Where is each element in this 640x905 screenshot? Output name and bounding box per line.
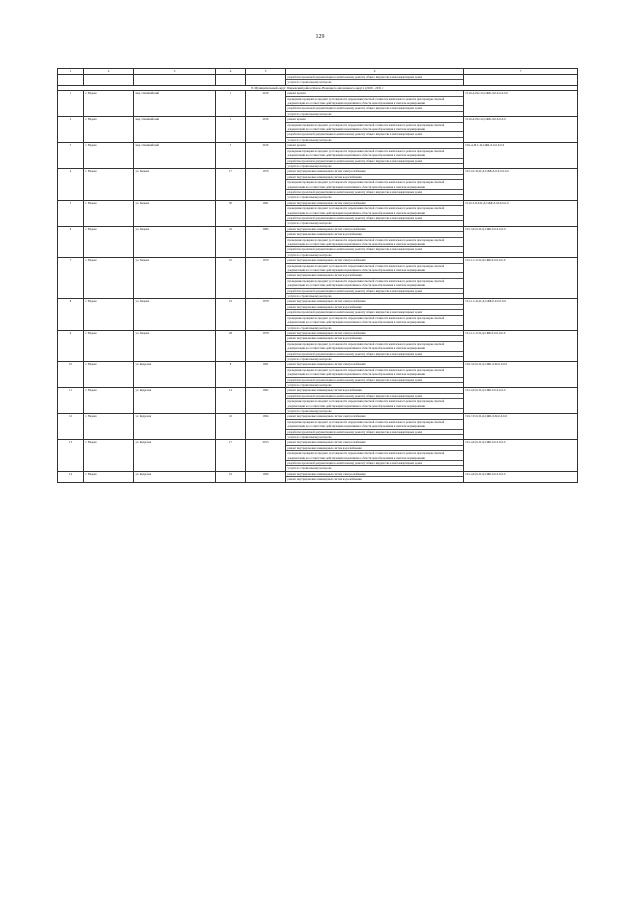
year-cell: 1990 bbox=[246, 471, 286, 482]
year-cell: 1991 bbox=[246, 362, 286, 388]
house-number-cell: 5 bbox=[216, 143, 246, 169]
code-cell: П-9-3-П-9-П-Д-СЖБ-Л-М-0-0-0-0 bbox=[464, 362, 578, 388]
year-cell: 1979 bbox=[246, 169, 286, 200]
house-number-cell: 1 bbox=[216, 91, 246, 117]
street-cell: ул. Кедровая bbox=[134, 471, 216, 482]
year-cell: 1980 bbox=[246, 226, 286, 257]
city-cell: г. Надым bbox=[84, 440, 134, 471]
house-number-cell: 19 bbox=[216, 471, 246, 482]
work-item: услуги по строительному контролю bbox=[287, 382, 332, 387]
table-row bbox=[58, 91, 578, 117]
work-item: ремонт внутридомовых инженерных систем электроснабжения bbox=[286, 227, 463, 232]
column-number: 3 bbox=[134, 69, 216, 75]
work-item: проведение проверки на предмет достоверности определения сметной стоимости капитального ремонта при проверке сметной документации на соответствие действующим нормативам в области ценообразования в сметном нормировании bbox=[286, 316, 463, 326]
year-cell: 1978 bbox=[246, 330, 286, 361]
work-item: услуги по строительному контролю bbox=[287, 325, 332, 330]
year-cell: 2013 bbox=[246, 440, 286, 471]
row-number: 1 bbox=[58, 91, 84, 117]
city-cell: г. Надым bbox=[84, 258, 134, 299]
code-cell: П-5-4-П-9-П-Д-СЖБ-0-0-0-0-0-0 bbox=[464, 388, 578, 414]
works-cell bbox=[286, 388, 464, 414]
street-cell: ул. Кедровая bbox=[134, 388, 216, 414]
street-cell: ул. Зверева bbox=[134, 169, 216, 200]
work-item: ремонт кровли bbox=[286, 91, 463, 96]
work-item: услуги по строительному контролю bbox=[287, 163, 332, 168]
city-cell: г. Надым bbox=[84, 362, 134, 388]
street-cell: ул. Кедровая bbox=[134, 362, 216, 388]
row-number: 12 bbox=[58, 414, 84, 440]
work-item: разработка проектной документации на капитальному ремонту общего имущества в многоквартирных домах bbox=[286, 75, 463, 80]
year-cell: 1979 bbox=[246, 258, 286, 299]
work-item: услуги по строительному контролю bbox=[287, 137, 332, 142]
house-number-cell: 19 bbox=[216, 299, 246, 330]
house-number-cell: 17 bbox=[216, 169, 246, 200]
year-cell: 2016 bbox=[246, 91, 286, 117]
work-item: услуги по строительному контролю bbox=[287, 252, 332, 257]
column-number: 4 bbox=[216, 69, 246, 75]
code-cell: П-5-4-П-9-П-Д-СЖБ-0-0-0-0-0-0 bbox=[464, 440, 578, 471]
work-item: услуги по строительному контролю bbox=[287, 356, 332, 361]
works-cell bbox=[286, 169, 464, 200]
work-item: проведение проверки на предмет достоверности определения сметной стоимости капитального ремонта при проверке сметной документации на соответствие действующим нормативам в области ценообразования в сметном нормировании bbox=[286, 149, 463, 159]
work-item: разработка проектной документации на капитальному ремонту общего имущества в многоквартирных домах bbox=[286, 394, 463, 399]
capital-repair-table bbox=[57, 68, 578, 483]
year-cell: 2016 bbox=[246, 143, 286, 169]
work-item: разработка проектной документации на капитальному ремонту общего имущества в многоквартирных домах bbox=[286, 378, 463, 383]
street-cell: ул. Зверева bbox=[134, 226, 216, 257]
house-number-cell: 28 bbox=[216, 330, 246, 361]
work-item: ремонт внутридомовых инженерных систем водоснабжения bbox=[286, 446, 463, 451]
code-cell: П-1-1-С-Ц-П-Д-СЖБ-0-0-0-0-0-0 bbox=[464, 299, 578, 330]
code-cell: П-10-А-Н-С-Ц-СЖБ-Л-0-0-0-0-0-0 bbox=[464, 91, 578, 117]
row-number: 14 bbox=[58, 471, 84, 482]
table-row bbox=[58, 169, 578, 200]
street-cell: мкр. Олимпийский bbox=[134, 143, 216, 169]
work-item: услуги по строительному контролю bbox=[287, 195, 332, 200]
row-number: 10 bbox=[58, 362, 84, 388]
works-cell bbox=[286, 143, 464, 169]
work-item: ремонт внутридомовых инженерных систем электроснабжения bbox=[286, 414, 463, 419]
table-row bbox=[58, 299, 578, 330]
column-number: 7 bbox=[464, 69, 578, 75]
city-cell: г. Надым bbox=[84, 414, 134, 440]
street-cell: ул. Зверева bbox=[134, 200, 216, 226]
work-item: проведение проверки на предмет достоверности определения сметной стоимости капитального ремонта при проверке сметной документации на соответствие действующим нормативам в области ценообразования в сметном нормировании bbox=[286, 97, 463, 107]
work-item: ремонт внутридомовых инженерных систем электроснабжения bbox=[286, 258, 463, 263]
city-cell: г. Надым bbox=[84, 299, 134, 330]
work-item: ремонт внутридомовых инженерных систем водоснабжения bbox=[286, 305, 463, 310]
work-item: ремонт внутридомовых инженерных систем водоснабжения bbox=[286, 175, 463, 180]
work-item: проведение проверки на предмет достоверности определения сметной стоимости капитального ремонта при проверке сметной документации на соответствие действующим нормативам в области ценообразования в сметном нормировании bbox=[286, 123, 463, 133]
work-item: проведение проверки на предмет достоверности определения сметной стоимости капитального ремонта при проверке сметной документации на соответствие действующим нормативам в области ценообразования в сметном нормировании bbox=[286, 399, 463, 409]
street-cell: ул. Зверева bbox=[134, 330, 216, 361]
city-cell: г. Надым bbox=[84, 91, 134, 117]
works-cell bbox=[286, 440, 464, 471]
city-cell: г. Надым bbox=[84, 330, 134, 361]
street-cell: ул. Кедровая bbox=[134, 440, 216, 471]
works-cell bbox=[286, 414, 464, 440]
work-item: ремонт внутридомовых инженерных систем водоснабжения bbox=[286, 273, 463, 278]
code-cell: П-10-3-П-9-П-Д-СЖБ-Л-М-0-0-0-0 bbox=[464, 200, 578, 226]
row-number: 8 bbox=[58, 299, 84, 330]
code-cell: П-5-3-П-9-П-Д-СЖБ-0-0-0-0-0-0 bbox=[464, 226, 578, 257]
work-item: ремонт кровли bbox=[286, 143, 463, 148]
works-cell bbox=[286, 299, 464, 330]
work-item: услуги по строительному контролю bbox=[287, 409, 332, 413]
column-number: 5 bbox=[246, 69, 286, 75]
street-cell: ул. Зверева bbox=[134, 299, 216, 330]
city-cell: г. Надым bbox=[84, 169, 134, 200]
year-cell: 1992 bbox=[246, 388, 286, 414]
section-title: 8. Муниципальный округ Пацаевский район Ямало-Ненецкого автономного округа (2029 - 2031 г bbox=[58, 85, 578, 90]
city-cell: г. Надым bbox=[84, 143, 134, 169]
work-item: разработка проектной документации на капитальному ремонту общего имущества в многоквартирных домах bbox=[286, 190, 463, 195]
work-item: ремонт внутридомовых инженерных систем электроснабжения bbox=[286, 299, 463, 304]
work-item: разработка проектной документации на капитальному ремонту общего имущества в многоквартирных домах bbox=[286, 430, 463, 435]
work-item: ремонт внутридомовых инженерных систем электроснабжения bbox=[286, 440, 463, 445]
work-item: ремонт внутридомовых инженерных систем электроснабжения bbox=[286, 169, 463, 174]
row-number: 13 bbox=[58, 440, 84, 471]
row-number: 11 bbox=[58, 388, 84, 414]
table-row bbox=[58, 471, 578, 482]
code-cell: П-9-7-П-9-П-Д-СЖБ-Л-М-0-0-0-0 bbox=[464, 414, 578, 440]
work-item: услуги по строительному контролю bbox=[287, 221, 332, 226]
work-item: разработка проектной документации на капитальному ремонту общего имущества в многоквартирных домах bbox=[286, 247, 463, 252]
city-cell: г. Надым bbox=[84, 226, 134, 257]
work-item: ремонт кровли bbox=[286, 117, 463, 122]
house-number-cell: 17 bbox=[216, 440, 246, 471]
work-item: услуги по строительному контролю bbox=[287, 435, 332, 440]
works-cell bbox=[286, 330, 464, 361]
works-cell bbox=[286, 226, 464, 257]
work-item: ремонт внутридомовых инженерных систем электроснабжения bbox=[286, 201, 463, 206]
table-row bbox=[58, 143, 578, 169]
work-item: разработка проектной документации на капитальному ремонту общего имущества в многоквартирных домах bbox=[286, 310, 463, 315]
table-row bbox=[58, 226, 578, 257]
work-item: услуги по строительному контролю bbox=[287, 111, 332, 116]
city-cell: г. Надым bbox=[84, 388, 134, 414]
works-cell bbox=[286, 362, 464, 388]
carry-over-row bbox=[58, 75, 578, 86]
table-row bbox=[58, 440, 578, 471]
works-cell bbox=[286, 471, 464, 482]
table-body bbox=[58, 69, 578, 483]
work-item: ремонт внутридомовых инженерных систем электроснабжения bbox=[286, 362, 463, 367]
work-item: проведение проверки на предмет достоверности определения сметной стоимости капитального ремонта при проверке сметной документации на соответствие действующим нормативам в области ценообразования в сметном нормировании bbox=[286, 368, 463, 378]
year-cell: 2016 bbox=[246, 117, 286, 143]
year-cell: 1978 bbox=[246, 299, 286, 330]
work-item: ремонт внутридомовых инженерных систем водоснабжения bbox=[286, 232, 463, 237]
city-cell: г. Надым bbox=[84, 200, 134, 226]
table-row bbox=[58, 330, 578, 361]
row-number: 4 bbox=[58, 169, 84, 200]
work-item: ремонт внутридомовых инженерных систем водоснабжения bbox=[287, 477, 362, 482]
work-item: разработка проектной документации на капитальному ремонту общего имущества в многоквартирных домах bbox=[286, 216, 463, 221]
work-item: проведение проверки на предмет достоверности определения сметной стоимости капитального ремонта при проверке сметной документации на соответствие действующим нормативам в области ценообразования в сметном нормировании bbox=[286, 279, 463, 289]
work-item: разработка проектной документации на капитальному ремонту общего имущества в многоквартирных домах bbox=[286, 461, 463, 466]
code-cell: П-5-4-С-Ц-П-Д-СЖБ-Л-0-0-0-0-0-0 bbox=[464, 169, 578, 200]
house-number-cell: 14 bbox=[216, 388, 246, 414]
row-number: 3 bbox=[58, 143, 84, 169]
street-cell: ул. Кедровая bbox=[134, 414, 216, 440]
code-cell: П-1-1-С-9-П-Д-СЖБ-0-0-0-0-0-0 bbox=[464, 330, 578, 361]
column-number: 1 bbox=[58, 69, 84, 75]
work-item: проведение проверки на предмет достоверности определения сметной стоимости капитального ремонта при проверке сметной документации на соответствие действующим нормативам в области ценообразования в сметном нормировании bbox=[286, 238, 463, 248]
table-row bbox=[58, 200, 578, 226]
table-row bbox=[58, 258, 578, 299]
table-row bbox=[58, 388, 578, 414]
work-item: проведение проверки на предмет достоверности определения сметной стоимости капитального ремонта при проверке сметной документации на соответствие действующим нормативам в области ценообразования в сметном нормировании bbox=[286, 451, 463, 461]
city-cell: г. Надым bbox=[84, 471, 134, 482]
street-cell: ул. Зверева bbox=[134, 258, 216, 299]
year-cell: 1991 bbox=[246, 200, 286, 226]
work-item: разработка проектной документации на капитальному ремонту общего имущества в многоквартирных домах bbox=[286, 289, 463, 294]
table-row bbox=[58, 414, 578, 440]
code-cell: П-10-А-Н-С-Ц-СЖБ-Л-0-0-0-0-0 bbox=[464, 117, 578, 143]
works-cell bbox=[286, 258, 464, 299]
column-number: 6 bbox=[286, 69, 464, 75]
city-cell: г. Надым bbox=[84, 117, 134, 143]
work-item: услуги по строительному контролю bbox=[287, 294, 332, 299]
row-number: 2 bbox=[58, 117, 84, 143]
page-number: 129 bbox=[315, 34, 325, 40]
row-number: 7 bbox=[58, 258, 84, 299]
work-item: разработка проектной документации на капитальному ремонту общего имущества в многоквартирных домах bbox=[286, 106, 463, 111]
code-cell: П-9-А-Н-С-Ц-СЖБ-Л-0-0-0-0-0 bbox=[464, 143, 578, 169]
table-row bbox=[58, 362, 578, 388]
street-cell: мкр. Олимпийский bbox=[134, 117, 216, 143]
work-item: услуги по строительному контролю bbox=[287, 80, 332, 85]
work-item: проведение проверки на предмет достоверности определения сметной стоимости капитального ремонта при проверке сметной документации на соответствие действующим нормативам в области ценообразования в сметном нормировании bbox=[286, 342, 463, 352]
work-item: проведение проверки на предмет достоверности определения сметной стоимости капитального ремонта при проверке сметной документации на соответствие действующим нормативам в области ценообразования в сметном нормировании bbox=[286, 206, 463, 216]
carry-over-works bbox=[286, 75, 464, 86]
house-number-cell: 1 bbox=[216, 117, 246, 143]
works-cell bbox=[286, 200, 464, 226]
street-cell: мкр. Олимпийский bbox=[134, 91, 216, 117]
row-number: 5 bbox=[58, 200, 84, 226]
work-item: разработка проектной документации на капитальному ремонту общего имущества в многоквартирных домах bbox=[286, 159, 463, 164]
house-number-cell: 16 bbox=[216, 414, 246, 440]
row-number: 6 bbox=[58, 226, 84, 257]
work-item: проведение проверки на предмет достоверности определения сметной стоимости капитального ремонта при проверке сметной документации на соответствие действующим нормативам в области ценообразования в сметном нормировании bbox=[286, 420, 463, 430]
work-item: проведение проверки на предмет достоверности определения сметной стоимости капитального ремонта при проверке сметной документации на соответствие действующим нормативам в области ценообразования в сметном нормировании bbox=[286, 180, 463, 190]
work-item: ремонт внутридомовых инженерных систем водоснабжения bbox=[286, 336, 463, 341]
code-cell: П-5-4-П-9-П-Д-СЖБ-0-0-0-0-0-0 bbox=[464, 471, 578, 482]
code-cell: П-5-1-С-9-П-Д-СЖБ-0-0-0-0-0-0 bbox=[464, 258, 578, 299]
work-item: ремонт внутридомовых инженерных систем водоснабжения bbox=[286, 388, 463, 393]
works-cell bbox=[286, 117, 464, 143]
column-number: 2 bbox=[84, 69, 134, 75]
table-row bbox=[58, 117, 578, 143]
work-item: разработка проектной документации на капитальному ремонту общего имущества в многоквартирных домах bbox=[286, 132, 463, 137]
year-cell: 1994 bbox=[246, 414, 286, 440]
work-item: проведение проверки на предмет достоверности определения сметной стоимости капитального ремонта при проверке сметной документации на соответствие действующим нормативам в области ценообразования в сметном нормировании bbox=[286, 264, 463, 274]
work-item: услуги по строительному контролю bbox=[287, 466, 332, 471]
house-number-cell: 8 bbox=[216, 362, 246, 388]
house-number-cell: 32 bbox=[216, 226, 246, 257]
work-item: ремонт внутридомовых инженерных систем электроснабжения bbox=[286, 472, 463, 477]
work-item: разработка проектной документации на капитальному ремонту общего имущества в многоквартирных домах bbox=[286, 352, 463, 357]
works-cell bbox=[286, 91, 464, 117]
row-number: 9 bbox=[58, 330, 84, 361]
house-number-cell: 25 bbox=[216, 258, 246, 299]
house-number-cell: 50 bbox=[216, 200, 246, 226]
work-item: ремонт внутридомовых инженерных систем электроснабжения bbox=[286, 331, 463, 336]
